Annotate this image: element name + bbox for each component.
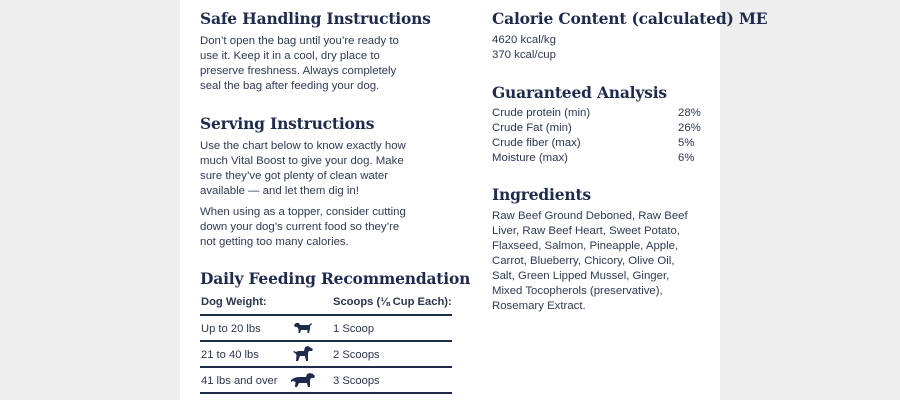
scoops-cell: 3 Scoops bbox=[333, 375, 380, 387]
text-line: not getting too many calories. bbox=[200, 236, 349, 248]
calorie-values bbox=[492, 33, 722, 63]
analysis-row bbox=[492, 137, 702, 152]
analysis-value: 5% bbox=[678, 137, 695, 149]
text-line: sure they’ve got plenty of clean water bbox=[200, 170, 389, 182]
analysis-value: 6% bbox=[678, 152, 695, 164]
weight-cell: 21 to 40 lbs bbox=[201, 349, 259, 361]
text-line: Flaxseed, Salmon, Pineapple, Apple, bbox=[492, 240, 679, 252]
calorie-line: 370 kcal/cup bbox=[492, 49, 556, 61]
text-line: preserve freshness. Always completely bbox=[200, 65, 397, 77]
serving-section bbox=[200, 114, 455, 250]
calorie-line: 4620 kcal/kg bbox=[492, 34, 556, 46]
text-line: Mixed Tocopherols (preservative), bbox=[492, 285, 663, 297]
text-line: seal the bag after feeding your dog. bbox=[200, 80, 380, 92]
calorie-section bbox=[492, 9, 768, 63]
weight-cell: Up to 20 lbs bbox=[201, 323, 261, 335]
analysis-label: Crude Fat (min) bbox=[492, 122, 572, 134]
serving-paragraph-2 bbox=[200, 205, 455, 250]
table-row bbox=[200, 340, 452, 366]
analysis-row bbox=[492, 152, 702, 167]
safe-handling-section bbox=[200, 9, 455, 94]
analysis-table bbox=[492, 107, 702, 167]
feeding-title: Daily Feeding Recommendation bbox=[200, 269, 471, 288]
scoops-cell: 1 Scoop bbox=[333, 323, 375, 335]
serving-paragraph-1 bbox=[200, 139, 455, 199]
small-dog-icon bbox=[292, 320, 314, 337]
text-line: Don’t open the bag until you’re ready to bbox=[200, 35, 399, 47]
text-line: When using as a topper, consider cutting bbox=[200, 206, 406, 218]
text-line: Salt, Green Lipped Mussel, Ginger, bbox=[492, 270, 670, 282]
scoops-cell: 2 Scoops bbox=[333, 349, 380, 361]
scoops-header: Scoops (⅛ Cup Each): bbox=[333, 296, 452, 308]
ingredients-title: Ingredients bbox=[492, 185, 591, 204]
table-bottom-rule bbox=[200, 392, 452, 394]
text-line: Liver, Raw Beef Heart, Sweet Potato, bbox=[492, 225, 681, 237]
analysis-section bbox=[492, 83, 722, 167]
large-dog-icon bbox=[290, 372, 316, 391]
table-row bbox=[200, 366, 452, 392]
analysis-label: Crude protein (min) bbox=[492, 107, 591, 119]
text-line: Use the chart below to know exactly how bbox=[200, 140, 406, 152]
analysis-value: 26% bbox=[678, 122, 701, 134]
feeding-table-header bbox=[200, 294, 452, 314]
text-line: Raw Beef Ground Deboned, Raw Beef bbox=[492, 210, 688, 222]
dog-weight-header: Dog Weight: bbox=[201, 296, 267, 308]
analysis-row bbox=[492, 107, 702, 122]
safe-handling-title: Safe Handling Instructions bbox=[200, 9, 431, 28]
text-line: available — and let them dig in! bbox=[200, 185, 359, 197]
analysis-row bbox=[492, 122, 702, 137]
feeding-table bbox=[200, 294, 452, 394]
text-line: Carrot, Blueberry, Chicory, Olive Oil, bbox=[492, 255, 675, 267]
analysis-label: Crude fiber (max) bbox=[492, 137, 581, 149]
text-line: use it. Keep it in a cool, dry place to bbox=[200, 50, 380, 62]
ingredients-text bbox=[492, 209, 722, 314]
text-line: much Vital Boost to give your dog. Make bbox=[200, 155, 404, 167]
text-line: Rosemary Extract. bbox=[492, 300, 586, 312]
table-row bbox=[200, 314, 452, 340]
weight-cell: 41 lbs and over bbox=[201, 375, 278, 387]
ingredients-section bbox=[492, 185, 722, 314]
medium-dog-icon bbox=[292, 346, 314, 365]
calorie-title: Calorie Content (calculated) ME bbox=[492, 9, 768, 28]
serving-title: Serving Instructions bbox=[200, 114, 375, 133]
analysis-title: Guaranteed Analysis bbox=[492, 83, 667, 102]
text-line: down your dog’s current food so they’re bbox=[200, 221, 400, 233]
analysis-value: 28% bbox=[678, 107, 701, 119]
analysis-label: Moisture (max) bbox=[492, 152, 568, 164]
safe-handling-text bbox=[200, 34, 455, 94]
feeding-section bbox=[200, 269, 471, 387]
